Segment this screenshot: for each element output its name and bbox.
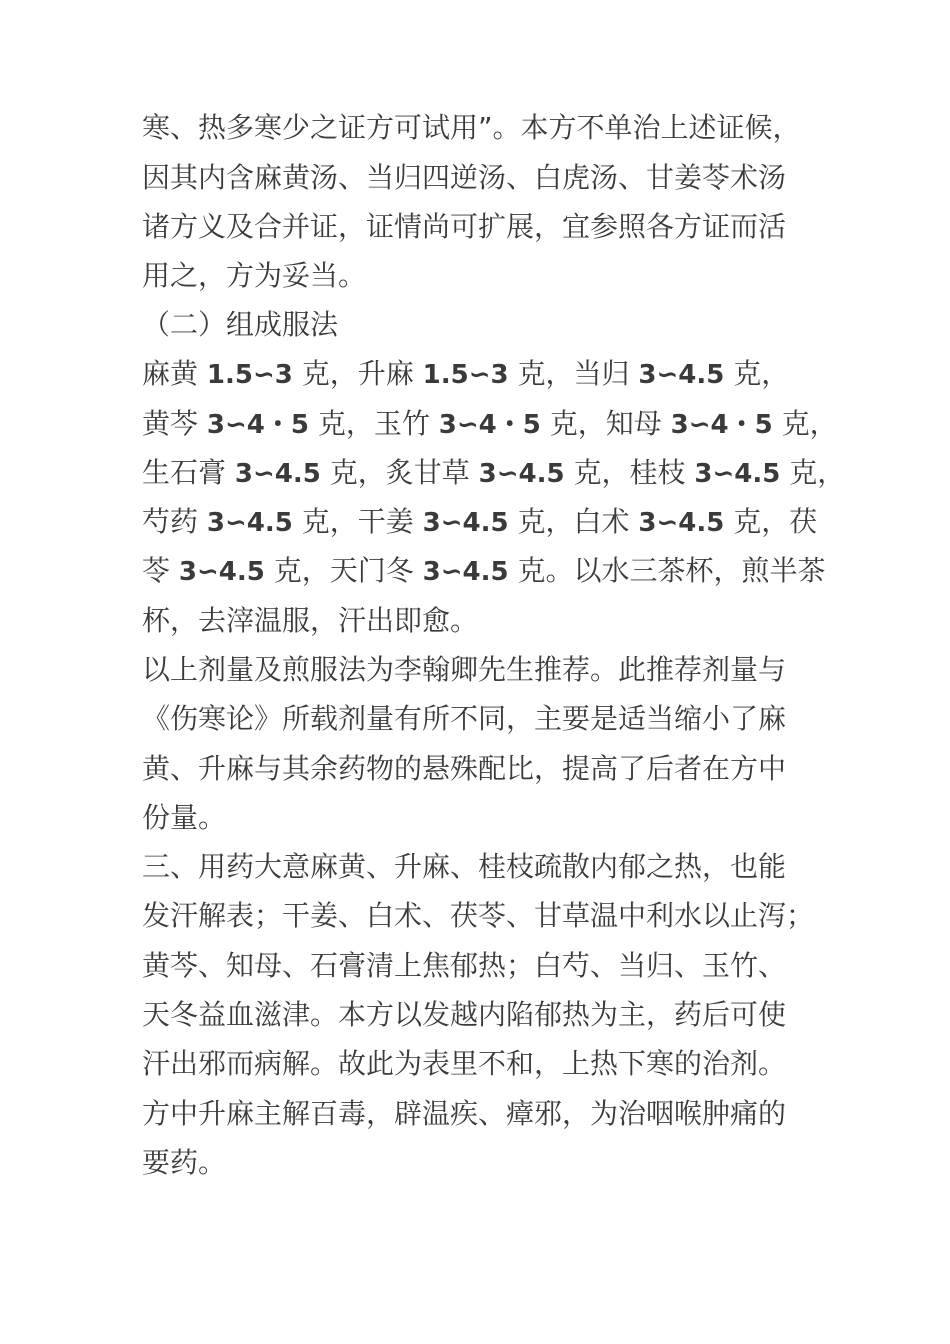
formula-text: 克，桂枝 — [564, 456, 695, 489]
dosage-number: 3∽4.5 — [234, 459, 321, 489]
paragraph-1-line: 寒、热多寒少之证方可试用”。本方不单治上述证候， — [142, 111, 801, 144]
formula-line — [142, 356, 789, 392]
paragraph-4-line: 天冬益血滋津。本方以发越内陷郁热为主，药后可使 — [142, 998, 787, 1031]
paragraph-4-line: 三、用药大意麻黄、升麻、桂枝疏散内郁之热，也能 — [142, 850, 787, 883]
dosage-number: 3∽4.5 — [478, 459, 565, 489]
formula-text: 杯，去滓温服，汗出即愈。 — [142, 604, 479, 637]
formula-line — [142, 553, 826, 589]
formula-text: 克，当归 — [508, 357, 639, 390]
section-heading: （二）组成服法 — [142, 308, 339, 341]
dosage-number: 3∽4・5 — [670, 410, 773, 440]
paragraph-1-line: 因其内含麻黄汤、当归四逆汤、白虎汤、甘姜苓术汤 — [142, 161, 787, 194]
formula-text: 克， — [724, 357, 790, 390]
formula-line — [142, 504, 817, 540]
paragraph-4-line: 汗出邪而病解。故此为表里不和，上热下寒的治剂。 — [142, 1047, 787, 1080]
formula-text: 黄芩 — [142, 407, 207, 440]
dosage-number: 3∽4・5 — [438, 410, 541, 440]
paragraph-4-line: 方中升麻主解百毒，辟温疾、瘴邪，为治咽喉肿痛的 — [142, 1097, 787, 1130]
dosage-number: 3∽4.5 — [178, 557, 265, 587]
dosage-number: 1.5∽3 — [422, 360, 509, 390]
formula-line — [142, 455, 845, 491]
formula-text: 生石膏 — [142, 456, 235, 489]
dosage-number: 3∽4.5 — [638, 360, 725, 390]
formula-text: 克，天门冬 — [264, 554, 423, 587]
dosage-number: 3∽4.5 — [694, 459, 781, 489]
formula-text: 克。以水三茶杯，煎半茶 — [508, 554, 826, 587]
paragraph-1-line: 诸方义及合并证，证情尚可扩展，宜参照各方证而活 — [142, 210, 787, 243]
formula-text: 克，炙甘草 — [320, 456, 479, 489]
dosage-number: 3∽4.5 — [638, 508, 725, 538]
formula-text: 克， — [780, 456, 846, 489]
formula-text: 克，白术 — [508, 505, 639, 538]
dosage-number: 1.5∽3 — [206, 360, 293, 390]
paragraph-3-line: 份量。 — [142, 801, 227, 834]
dosage-number: 3∽4.5 — [422, 557, 509, 587]
formula-line — [142, 406, 838, 442]
paragraph-3-line: 《伤寒论》所载剂量有所不同，主要是适当缩小了麻 — [142, 702, 787, 735]
formula-text: 克，升麻 — [292, 357, 423, 390]
formula-text: 克， — [772, 407, 838, 440]
formula-text: 克，茯 — [724, 505, 818, 538]
paragraph-4-line: 要药。 — [142, 1146, 227, 1179]
formula-text: 克，玉竹 — [308, 407, 439, 440]
formula-text: 苓 — [142, 554, 179, 587]
formula-text: 克，干姜 — [292, 505, 423, 538]
paragraph-4-line: 发汗解表；干姜、白术、茯苓、甘草温中利水以止泻； — [142, 899, 815, 932]
dosage-number: 3∽4・5 — [206, 410, 309, 440]
paragraph-4-line: 黄芩、知母、石膏清上焦郁热；白芍、当归、玉竹、 — [142, 949, 787, 982]
paragraph-1-line: 用之，方为妥当。 — [142, 259, 367, 292]
formula-text: 克，知母 — [540, 407, 671, 440]
formula-text: 芍药 — [142, 505, 207, 538]
dosage-number: 3∽4.5 — [422, 508, 509, 538]
dosage-number: 3∽4.5 — [206, 508, 293, 538]
paragraph-3-line: 以上剂量及煎服法为李翰卿先生推荐。此推荐剂量与 — [142, 653, 787, 686]
formula-line — [142, 603, 478, 639]
formula-text: 麻黄 — [142, 357, 207, 390]
paragraph-3-line: 黄、升麻与其余药物的悬殊配比，提高了后者在方中 — [142, 752, 787, 785]
